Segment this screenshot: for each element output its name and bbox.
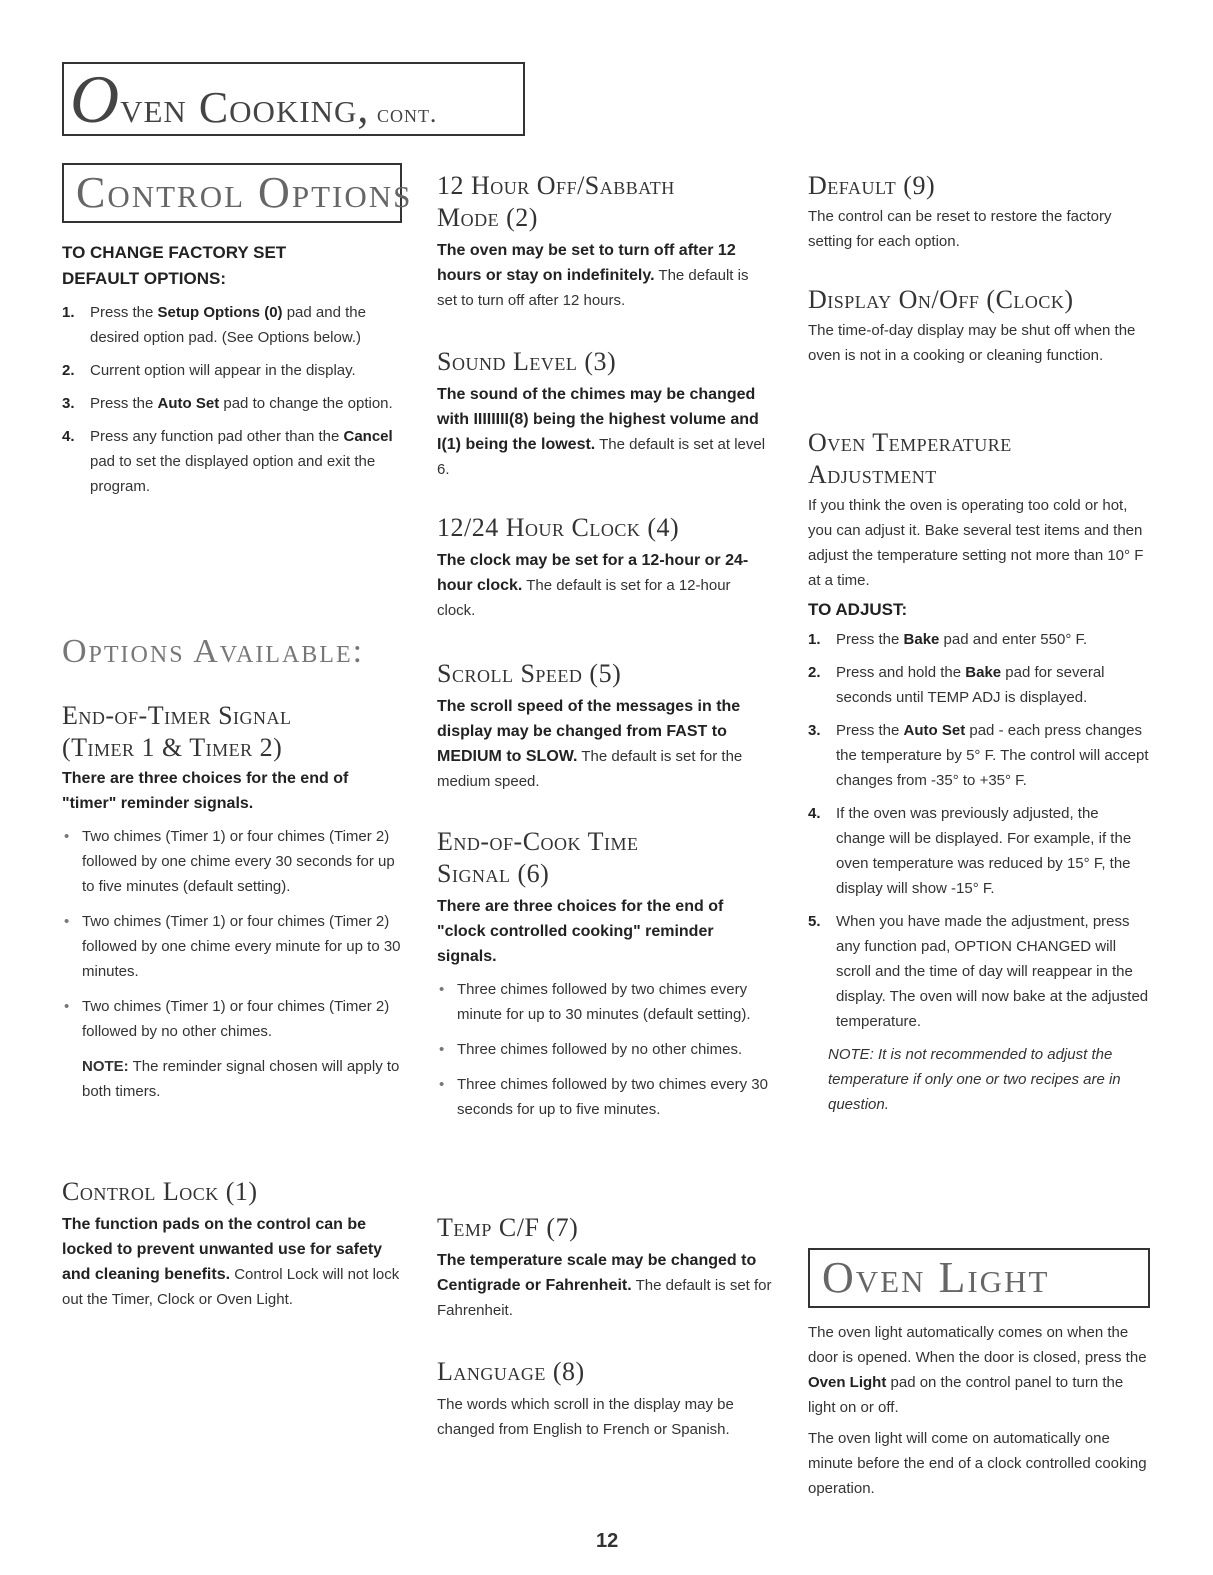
oven-light-p2: The oven light will come on automatically one minute before the end of a clock controlled cooking operation.	[808, 1430, 1147, 1497]
sabbath-heading: 12 Hour Off/Sabbath Mode (2)	[437, 171, 675, 232]
control-lock-body: Control Lock will not lock out the Timer, Clock or Oven Light.	[62, 1266, 400, 1308]
oven-light-heading-box	[808, 1248, 1150, 1308]
step-number: 4.	[62, 428, 75, 445]
sound-level-text	[437, 382, 772, 482]
step-text: Press the	[90, 395, 158, 412]
bullet-item: • Two chimes (Timer 1) or four chimes (Timer 2) followed by one chime every minute for up to 30 minutes.	[62, 909, 402, 984]
end-of-timer-note	[62, 1054, 402, 1104]
step-number: 3.	[808, 722, 821, 739]
sound-level-body: The default is set at level 6.	[437, 436, 766, 478]
end-of-timer-heading: End-of-Timer Signal (Timer 1 & Timer 2)	[62, 701, 292, 762]
numbered-step	[808, 660, 1150, 710]
step-pad-name: Setup Options (0)	[157, 304, 283, 321]
clock-format-lead: The clock may be set for a 12-hour or 24-hour clock.	[437, 552, 749, 594]
control-lock-heading: Control Lock (1)	[62, 1177, 258, 1206]
oven-light-heading: Oven Light	[822, 1253, 1050, 1302]
temp-cf-lead: The temperature scale may be changed to Centigrade or Fahrenheit.	[437, 1252, 757, 1294]
step-pad-name: Cancel	[343, 428, 393, 445]
default-section	[808, 170, 1150, 254]
temp-cf-section	[437, 1212, 772, 1323]
step-number: 1.	[808, 631, 821, 648]
control-options-subheading: TO CHANGE FACTORY SET DEFAULT OPTIONS:	[62, 243, 287, 288]
sabbath-body: The default is set to turn off after 12 hours.	[437, 267, 749, 309]
page-title-initial: O	[70, 61, 121, 137]
control-options-steps	[62, 300, 402, 499]
page-title-suffix: cont.	[369, 99, 438, 128]
step-text: Press the	[90, 304, 158, 321]
bullet-item: • Three chimes followed by no other chimes.	[437, 1037, 772, 1062]
step-text-end: pad to set the displayed option and exit the program.	[90, 453, 376, 495]
language-heading: Language (8)	[437, 1357, 585, 1386]
oven-temp-section	[808, 427, 1150, 1117]
page-number: 12	[596, 1530, 619, 1552]
numbered-step	[808, 801, 1150, 901]
step-text-end: pad for several seconds until TEMP ADJ is displayed.	[836, 664, 1105, 706]
sound-level-heading: Sound Level (3)	[437, 347, 617, 376]
numbered-step	[808, 718, 1150, 793]
step-text-end: pad to change the option.	[219, 395, 393, 412]
oven-light-p1-bold: Oven Light	[808, 1374, 887, 1391]
oven-light-section	[808, 1320, 1150, 1501]
control-options-heading-box	[62, 163, 413, 223]
step-pad-name: Bake	[903, 631, 940, 648]
control-options-heading: Control Options	[76, 168, 413, 217]
step-text-end: pad and the desired option pad. (See Options below.)	[90, 304, 366, 346]
step-text: Current option will appear in the display.	[90, 362, 356, 379]
temp-cf-heading: Temp C/F (7)	[437, 1213, 579, 1242]
scroll-speed-heading: Scroll Speed (5)	[437, 659, 622, 688]
oven-temp-note: NOTE: It is not recommended to adjust the temperature if only one or two recipes are in question.	[828, 1046, 1121, 1113]
sabbath-section	[437, 170, 772, 313]
scroll-speed-section	[437, 658, 772, 794]
step-text: If the oven was previously adjusted, the change will be displayed. For example, if the oven temperature was reduced by 15° F, the display will show -15° F.	[836, 805, 1132, 897]
oven-temp-subheading: TO ADJUST:	[808, 600, 908, 619]
end-of-timer-lead: There are three choices for the end of "timer" reminder signals.	[62, 770, 349, 812]
bullet-item: • Three chimes followed by two chimes every minute for up to 30 minutes (default setting).	[437, 977, 772, 1027]
bullet-item: • Two chimes (Timer 1) or four chimes (Timer 2) followed by no other chimes.	[62, 994, 402, 1044]
oven-light-p1-post: pad on the control panel to turn the light on or off.	[808, 1374, 1124, 1416]
end-of-timer-note-text: The reminder signal chosen will apply to both timers.	[82, 1058, 400, 1100]
end-of-cook-section	[437, 826, 772, 1132]
options-available-heading	[62, 632, 402, 672]
end-of-cook-heading: End-of-Cook Time Signal (6)	[437, 827, 639, 888]
step-number: 3.	[62, 395, 75, 412]
numbered-step	[62, 391, 402, 416]
step-text: When you have made the adjustment, press any function pad, OPTION CHANGED will scroll and the time of day will reappear in the display. The oven will now bake at the adjusted temperature.	[836, 913, 1149, 1030]
step-text: Press the	[836, 722, 904, 739]
control-lock-lead: The function pads on the control can be locked to prevent unwanted use for safety and cleaning benefits.	[62, 1216, 383, 1283]
temp-cf-body: The default is set for Fahrenheit.	[437, 1277, 772, 1319]
sound-level-section	[437, 346, 772, 482]
oven-temp-steps	[808, 627, 1150, 1034]
scroll-speed-text	[437, 694, 772, 794]
sound-level-lead: The sound of the chimes may be changed with IIIIIIII(8) being the highest volume and I(1) being the lowest.	[437, 386, 759, 453]
end-of-timer-note-label: NOTE:	[82, 1058, 129, 1075]
step-number: 5.	[808, 913, 821, 930]
display-clock-body: The time-of-day display may be shut off when the oven is not in a cooking or cleaning function.	[808, 322, 1136, 364]
step-number: 2.	[62, 362, 75, 379]
default-heading: Default (9)	[808, 171, 936, 200]
bullet-item: • Three chimes followed by two chimes every 30 seconds for up to five minutes.	[437, 1072, 772, 1122]
step-pad-name: Auto Set	[157, 395, 220, 412]
step-number: 2.	[808, 664, 821, 681]
step-pad-name: Bake	[965, 664, 1002, 681]
step-pad-name: Auto Set	[903, 722, 966, 739]
step-text: Press the	[836, 631, 904, 648]
end-of-timer-section	[62, 700, 402, 1104]
sabbath-text	[437, 238, 772, 313]
control-lock-text	[62, 1212, 402, 1312]
oven-temp-body: If you think the oven is operating too cold or hot, you can adjust it. Bake several test items and then adjust the temperature setting not more than 10° F at a time.	[808, 497, 1144, 589]
language-section	[437, 1356, 772, 1442]
page-title-main: ven Cooking,	[120, 83, 370, 132]
numbered-step	[808, 909, 1150, 1034]
control-options-section	[62, 240, 402, 507]
end-of-timer-bullets	[62, 824, 402, 1044]
display-clock-section	[808, 284, 1150, 368]
step-text-end: pad and enter 550° F.	[939, 631, 1088, 648]
numbered-step	[808, 627, 1150, 652]
bullet-item: • Two chimes (Timer 1) or four chimes (Timer 2) followed by one chime every 30 seconds for up to five minutes (default setting).	[62, 824, 402, 899]
scroll-speed-lead: The scroll speed of the messages in the display may be changed from FAST to MEDIUM to SLOW.	[437, 698, 741, 765]
scroll-speed-body: The default is set for the medium speed.	[437, 748, 743, 790]
numbered-step	[62, 358, 402, 383]
oven-temp-heading: Oven Temperature Adjustment	[808, 428, 1012, 489]
end-of-cook-lead: There are three choices for the end of "clock controlled cooking" reminder signals.	[437, 898, 724, 965]
display-clock-heading: Display On/Off (Clock)	[808, 285, 1074, 314]
oven-light-p1-pre: The oven light automatically comes on when the door is opened. When the door is closed, press the	[808, 1324, 1147, 1366]
step-text: Press and hold the	[836, 664, 966, 681]
clock-format-heading: 12/24 Hour Clock (4)	[437, 513, 680, 542]
step-number: 4.	[808, 805, 821, 822]
control-lock-section	[62, 1176, 402, 1312]
options-available-title: Options Available:	[62, 633, 365, 670]
numbered-step	[62, 424, 402, 499]
default-body: The control can be reset to restore the factory setting for each option.	[808, 208, 1112, 250]
page-title	[62, 62, 525, 136]
sabbath-lead: The oven may be set to turn off after 12 hours or stay on indefinitely.	[437, 242, 736, 284]
step-text: Press any function pad other than the	[90, 428, 344, 445]
clock-format-text	[437, 548, 772, 623]
temp-cf-text	[437, 1248, 772, 1323]
step-number: 1.	[62, 304, 75, 321]
clock-format-section	[437, 512, 772, 623]
step-text-end: pad - each press changes the temperature by 5° F. The control will accept changes from -35° to +35° F.	[836, 722, 1149, 789]
clock-format-body: The default is set for a 12-hour clock.	[437, 577, 731, 619]
end-of-cook-bullets	[437, 977, 772, 1122]
oven-light-p1	[808, 1320, 1150, 1420]
numbered-step	[62, 300, 402, 350]
language-body: The words which scroll in the display may be changed from English to French or Spanish.	[437, 1396, 734, 1438]
